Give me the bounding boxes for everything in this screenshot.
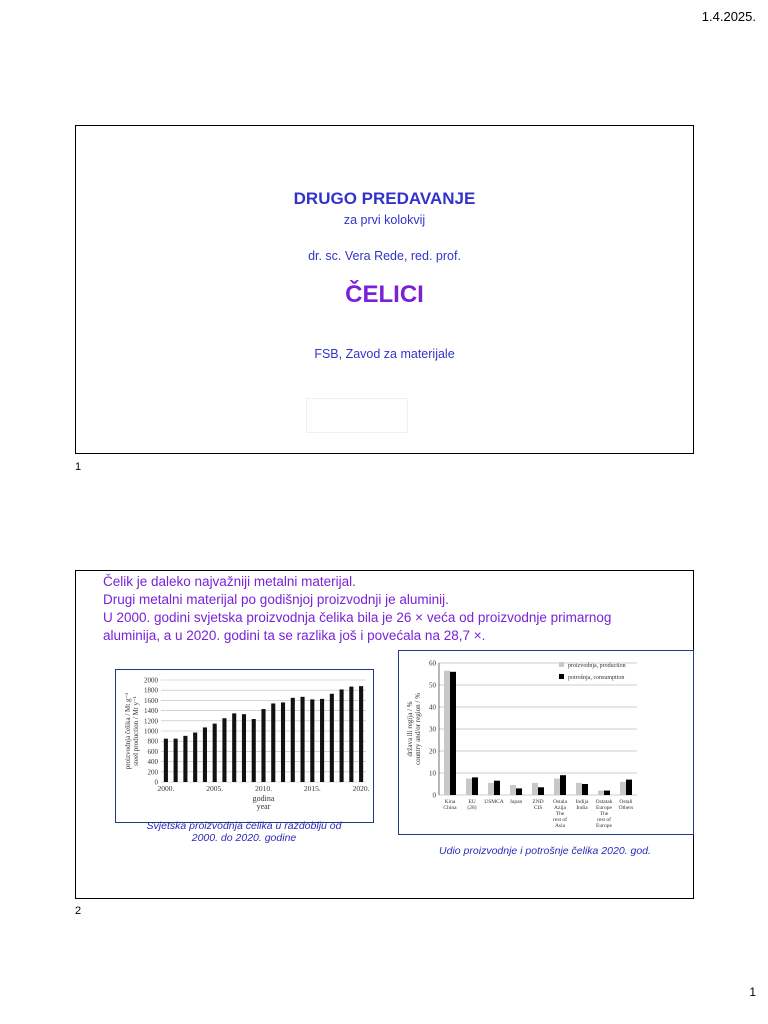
lecture-author: dr. sc. Vera Rede, red. prof. — [308, 249, 461, 263]
text-line: U 2000. godini svjetska proizvodnja čelika bila je 26 × veća od proizvodnje primarnog — [103, 610, 612, 625]
legend-label: proizvodnja, production — [568, 663, 626, 669]
y-axis-label: proizvodnja čelika / Mt g⁻¹ — [124, 692, 132, 770]
production-bar — [466, 779, 472, 796]
page-number: 1 — [749, 985, 756, 999]
y-tick-label: 200 — [147, 768, 158, 777]
text-line: Čelik je daleko najvažniji metalni materijal. — [103, 574, 356, 589]
left-caption-line1: Svjetska proizvodnja čelika u razdoblju od — [146, 820, 342, 832]
bar — [193, 733, 197, 782]
production-bar — [620, 782, 626, 795]
category-label: rest of — [597, 817, 611, 823]
lecture-subtitle: za prvi kolokvij — [343, 213, 426, 227]
bar — [330, 694, 334, 782]
bar — [252, 719, 256, 782]
y-tick-label: 1600 — [144, 696, 158, 705]
production-bar — [510, 785, 516, 795]
steel-production-chart-svg — [116, 670, 373, 822]
y-tick-label: 10 — [429, 769, 436, 778]
y-axis-label-en: country and/or region / % — [414, 693, 422, 765]
x-tick-label: 2010. — [255, 784, 272, 793]
production-bar — [576, 783, 582, 795]
category-label: Ostala — [552, 799, 568, 805]
production-bar — [444, 671, 450, 795]
text-line: aluminija, a u 2020. godini ta se razlika još i povećala na 28,7 ×. — [103, 628, 486, 643]
consumption-bar — [472, 777, 478, 795]
empty-placeholder-box — [306, 398, 408, 433]
slide-2-text — [103, 573, 611, 645]
consumption-bar — [626, 780, 632, 795]
x-tick-label: 2015. — [303, 784, 321, 793]
bar — [300, 697, 304, 782]
bar — [291, 698, 295, 782]
y-tick-label: 20 — [429, 747, 436, 756]
production-bar — [554, 779, 560, 796]
y-tick-label: 40 — [429, 703, 436, 712]
category-label: Asia — [554, 823, 566, 829]
bar — [349, 687, 353, 782]
bar — [261, 709, 265, 782]
bar — [183, 736, 187, 782]
bar — [271, 703, 275, 782]
y-axis-label: država ili regija / % — [406, 701, 414, 757]
category-label: EU — [468, 799, 476, 805]
category-label: rest of — [553, 817, 567, 823]
category-label: Azija — [554, 805, 566, 811]
left-caption-line2: 2000. do 2020. godine — [191, 832, 297, 844]
y-tick-label: 1200 — [144, 717, 158, 726]
bar — [164, 739, 168, 782]
bar — [222, 718, 226, 782]
production-consumption-chart-svg — [399, 651, 693, 834]
category-label: Indija — [575, 799, 589, 805]
right-chart-caption: Udio proizvodnje i potrošnje čelika 2020. god. — [439, 845, 651, 857]
bar — [213, 724, 217, 782]
bar — [359, 686, 363, 782]
category-label: Kina — [444, 799, 456, 805]
slide-1 — [75, 125, 694, 454]
y-tick-label: 0 — [432, 791, 436, 800]
y-tick-label: 800 — [147, 737, 158, 746]
x-tick-label: 2000. — [157, 784, 175, 793]
category-label: The — [555, 811, 565, 817]
y-tick-label: 30 — [429, 725, 436, 734]
y-tick-label: 50 — [429, 681, 436, 690]
slide-1-number: 1 — [75, 461, 82, 473]
category-label: CIS — [533, 805, 543, 811]
y-tick-label: 400 — [147, 758, 158, 767]
lecture-topic: ČELICI — [345, 281, 424, 308]
y-tick-label: 60 — [429, 659, 436, 668]
consumption-bar — [450, 672, 456, 795]
y-tick-label: 600 — [147, 747, 158, 756]
bar — [340, 689, 344, 782]
x-tick-label: 2005. — [206, 784, 224, 793]
y-tick-label: 2000 — [144, 676, 158, 685]
bar — [242, 714, 246, 782]
category-label: Ostali — [619, 799, 633, 805]
slide-2 — [75, 570, 694, 899]
production-bar — [532, 783, 538, 795]
category-label: Europe — [596, 823, 612, 829]
consumption-bar — [560, 775, 566, 795]
consumption-bar — [494, 781, 500, 795]
category-label: Others — [618, 805, 634, 811]
category-label: Europe — [596, 805, 612, 811]
consumption-bar — [516, 788, 522, 795]
y-axis-label-en: steel production / Mt y⁻¹ — [132, 696, 140, 766]
bar — [310, 699, 314, 782]
category-label: Japan — [509, 799, 523, 805]
x-axis-label: godina — [252, 794, 275, 803]
legend-production-swatch — [559, 662, 564, 667]
print-date: 1.4.2025. — [701, 9, 756, 24]
category-label: India — [576, 805, 588, 811]
category-label: ZND — [532, 799, 544, 805]
category-label: China — [443, 805, 457, 811]
consumption-bar — [582, 784, 588, 795]
category-label: USMCA — [484, 799, 504, 805]
y-tick-label: 1800 — [144, 686, 158, 695]
left-chart-caption — [116, 820, 372, 844]
bar — [320, 699, 324, 782]
bar — [203, 727, 207, 782]
bar — [232, 713, 236, 782]
x-tick-label: 2020. — [352, 784, 370, 793]
production-consumption-chart — [398, 650, 694, 835]
y-tick-label: 0 — [154, 778, 158, 787]
legend-consumption-swatch — [559, 674, 564, 679]
production-bar — [598, 791, 604, 795]
category-label: Ostatak — [595, 799, 613, 805]
consumption-bar — [538, 787, 544, 795]
steel-production-chart — [115, 669, 374, 823]
consumption-bar — [604, 791, 610, 795]
category-label: (28) — [467, 805, 477, 811]
text-line: Drugi metalni materijal po godišnjoj proizvodnji je aluminij. — [103, 592, 449, 607]
legend-label: potrošnja, consumption — [568, 675, 625, 681]
y-tick-label: 1000 — [144, 727, 158, 736]
y-tick-label: 1400 — [144, 707, 158, 716]
x-axis-label-en: year — [256, 802, 271, 811]
category-label: The — [599, 811, 609, 817]
production-bar — [488, 783, 494, 795]
lecture-title: DRUGO PREDAVANJE — [293, 189, 476, 208]
bar — [281, 702, 285, 782]
slide-2-number: 2 — [75, 905, 82, 917]
bar — [174, 739, 178, 782]
department: FSB, Zavod za materijale — [314, 347, 455, 361]
